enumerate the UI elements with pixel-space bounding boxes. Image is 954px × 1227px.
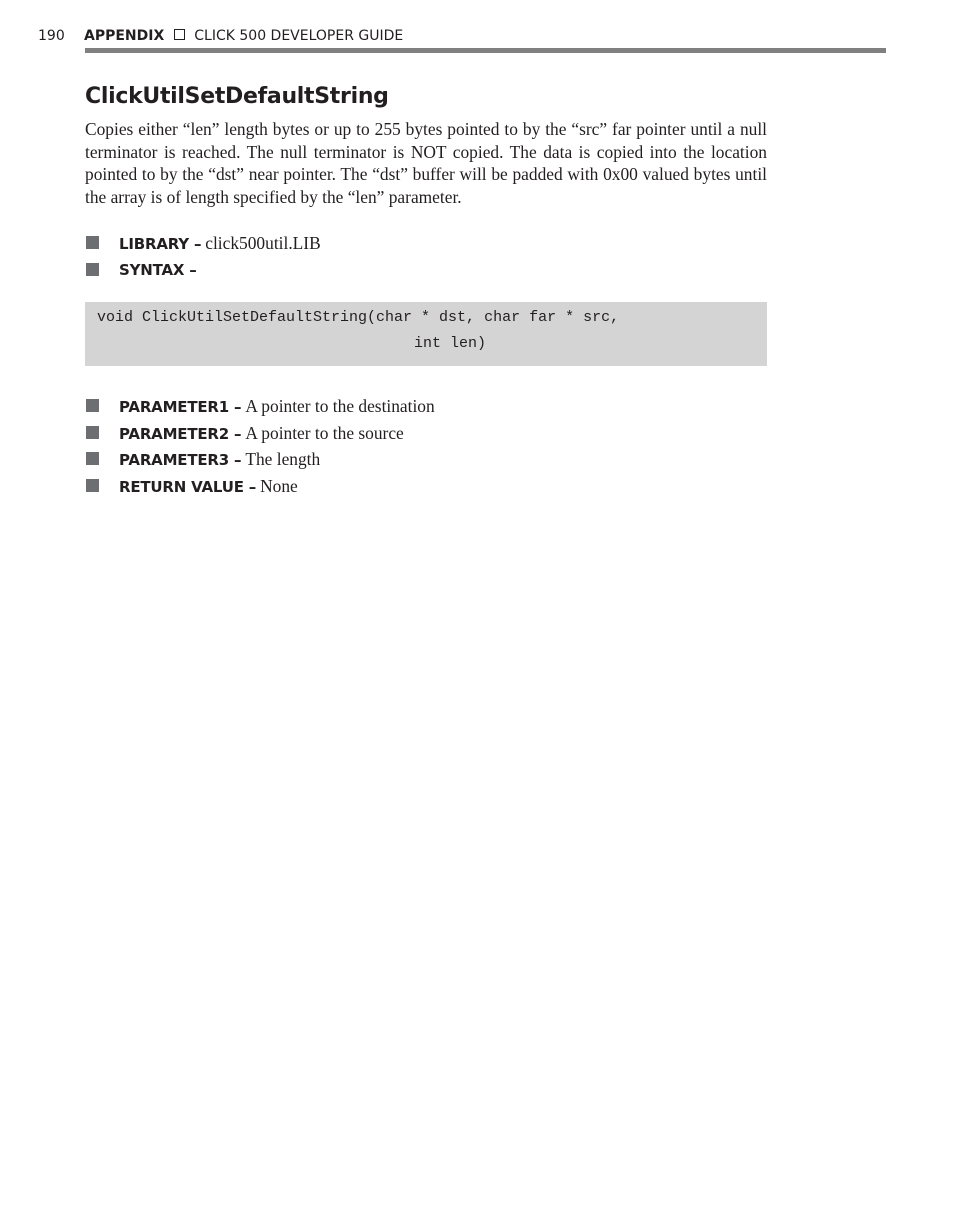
square-bullet-icon xyxy=(86,263,99,276)
parameter-value: The length xyxy=(245,449,321,469)
library-item xyxy=(85,230,785,257)
function-info-list xyxy=(85,230,785,283)
function-title: ClickUtilSetDefaultString xyxy=(85,84,389,109)
parameter-item xyxy=(85,446,785,473)
return-value-item xyxy=(85,473,785,500)
code-line: int len) xyxy=(414,335,487,352)
square-bullet-icon xyxy=(86,426,99,439)
square-separator-icon xyxy=(174,29,185,40)
library-label: LIBRARY – xyxy=(119,235,202,253)
parameter-value: A pointer to the source xyxy=(245,422,404,443)
square-bullet-icon xyxy=(86,452,99,465)
square-bullet-icon xyxy=(86,399,99,412)
running-header xyxy=(38,26,886,46)
return-value-value: None xyxy=(260,475,298,496)
syntax-code-block xyxy=(85,302,767,366)
square-bullet-icon xyxy=(86,479,99,492)
header-rule xyxy=(85,48,886,53)
syntax-item xyxy=(85,257,785,284)
return-value-label: RETURN VALUE – xyxy=(119,477,257,496)
code-line: void ClickUtilSetDefaultString(char * dst, char far * src, xyxy=(97,309,620,326)
function-description: Copies either “len” length bytes or up to 255 bytes pointed to by the “src” far pointer until a null terminator is reached. The null terminator is NOT copied. The data is copied into the location pointed to by the “dst” near pointer. The “dst” buffer will be padded with 0x00 valued bytes until the array is of length specified by the “len” parameter. xyxy=(85,119,767,207)
library-value: click500util.LIB xyxy=(205,233,321,253)
parameter-item xyxy=(85,420,785,447)
header-book-title: CLICK 500 DEVELOPER GUIDE xyxy=(194,28,404,44)
page-number: 190 xyxy=(38,28,65,44)
parameter-label: PARAMETER3 – xyxy=(119,451,242,469)
syntax-label: SYNTAX – xyxy=(119,260,197,279)
header-section: APPENDIX xyxy=(84,28,165,44)
parameter-list xyxy=(85,393,785,499)
parameter-value: A pointer to the destination xyxy=(245,396,435,416)
square-bullet-icon xyxy=(86,236,99,249)
parameter-label: PARAMETER2 – xyxy=(119,424,242,443)
parameter-item xyxy=(85,393,785,420)
parameter-label: PARAMETER1 – xyxy=(119,398,242,416)
